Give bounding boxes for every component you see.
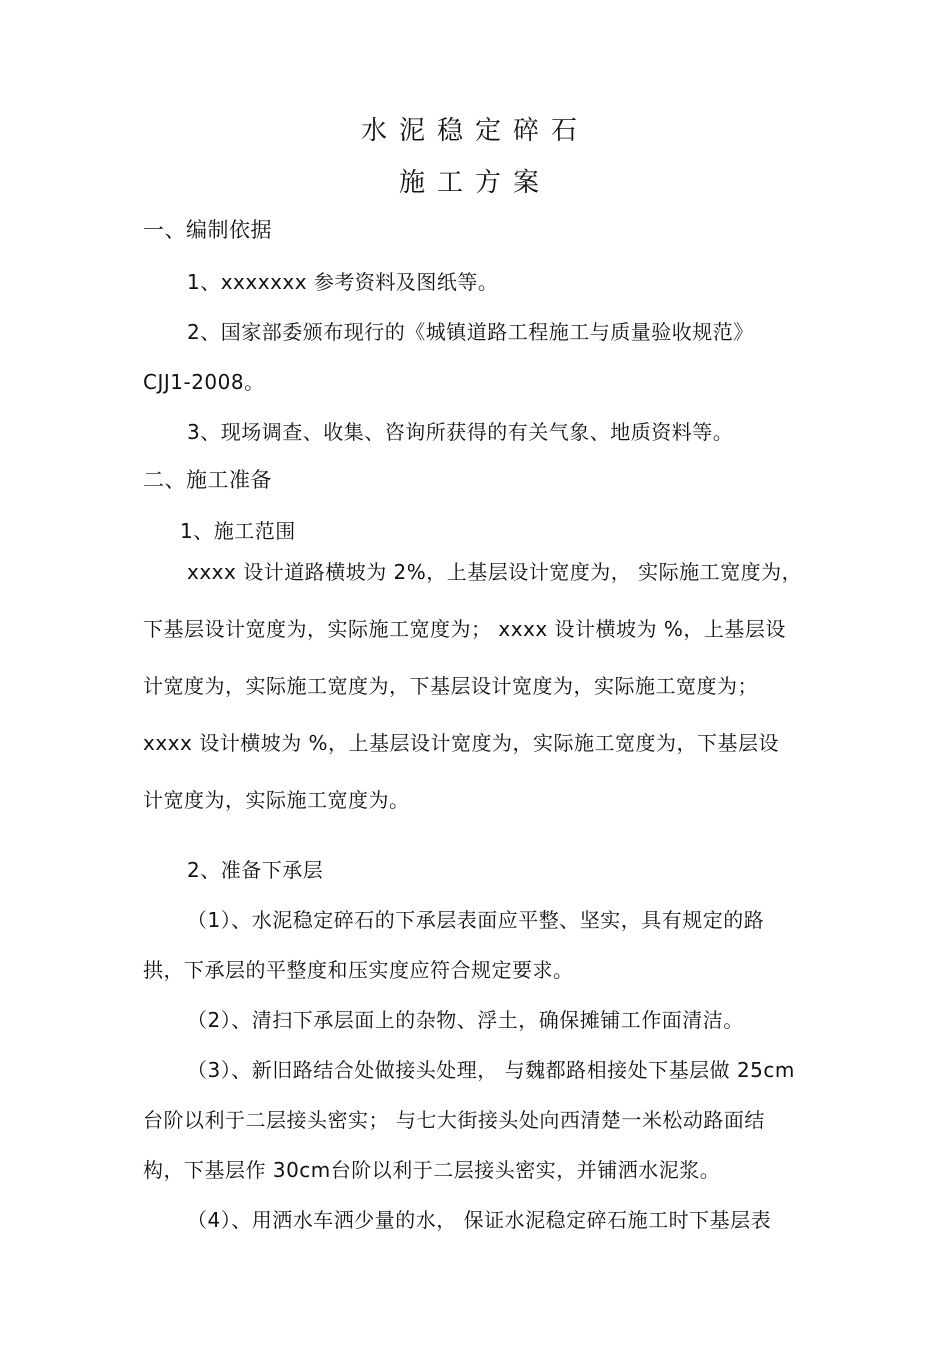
paragraph: xxxx 设计横坡为 %，上基层设计宽度为，实际施工宽度为，下基层设 [143,731,780,755]
paragraph: 1、xxxxxxx 参考资料及图纸等。 [187,270,499,294]
subsection-title: 1、施工范围 [180,519,296,543]
section-heading-preparation: 二、施工准备 [143,468,272,492]
section-heading-basis: 一、编制依据 [143,218,272,242]
paragraph: 2、国家部委颁布现行的《城镇道路工程施工与质量验收规范》 [187,320,754,344]
paragraph: xxxx 设计道路横坡为 2%，上基层设计宽度为， 实际施工宽度为， [187,560,803,584]
paragraph: 计宽度为，实际施工宽度为。 [143,788,410,812]
paragraph: （1）、水泥稳定碎石的下承层表面应平整、坚实，具有规定的路 [187,908,765,932]
document-title: 水泥稳定碎石 [360,116,589,146]
paragraph: 下基层设计宽度为，实际施工宽度为； xxxx 设计横坡为 %，上基层设 [143,617,786,641]
paragraph: （2）、清扫下承层面上的杂物、浮土，确保摊铺工作面清洁。 [187,1008,744,1032]
paragraph: 3、现场调查、收集、咨询所获得的有关气象、地质资料等。 [187,420,734,444]
paragraph: 计宽度为，实际施工宽度为，下基层设计宽度为，实际施工宽度为； [143,674,758,698]
paragraph: 台阶以利于二层接头密实； 与七大街接头处向西清楚一米松动路面结 [143,1108,765,1132]
document-subtitle: 施工方案 [398,168,551,198]
paragraph: 拱，下承层的平整度和压实度应符合规定要求。 [143,958,574,982]
paragraph: （3）、新旧路结合处做接头处理， 与魏都路相接处下基层做 25cm [187,1058,795,1082]
subsection-title: 2、准备下承层 [187,858,324,882]
paragraph: 构，下基层作 30cm台阶以利于二层接头密实，并铺洒水泥浆。 [143,1158,721,1182]
paragraph: CJJ1-2008。 [143,370,265,394]
paragraph: （4）、用洒水车洒少量的水， 保证水泥稳定碎石施工时下基层表 [187,1208,772,1232]
